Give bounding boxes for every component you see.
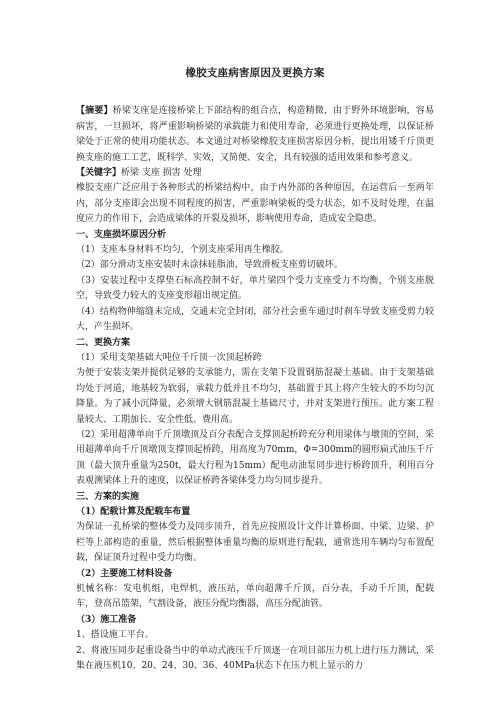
section2-paragraph-2: （2）采用超薄单向千斤顶墩顶及百分表配合支撑顶起桥跨充分利用梁体与墩顶的空间，采用超薄单向千斤顶墩顶支撑顶起桥跨，用高度为70mm，Φ=300mm的圆形扁式油压千斤顶（最大顶升重量为250t，最大行程为15mm）配电动油泵同步进行桥跨顶升，利用百分表观测梁体上升的速度，以保证桥跨各梁体受力均匀同步提升。 [76,429,434,487]
section3-subheading-3: （3）施工准备 [76,614,137,625]
keywords-label: 【关键字】 [76,168,122,179]
section3-step-2: 2、将液压同步起重设备当中的单动式液压千斤顶逐一在项目部压力机上进行压力测试，采集在液压机10、20、24、30、36、40MPa状态下在压力机上显示的力 [76,645,434,672]
section1-item: （4）结构物伸缩缝未完成，交通未完全封闭，部分社会重车通过时刹车导致支座受剪力较大，产生损坏。 [76,306,434,333]
section1-heading: 一、支座损坏原因分析 [76,229,167,240]
section1-item: （2）部分滑动支座安装时未涂抹硅脂油，导致滑板支座剪切破坏。 [76,260,343,271]
section3-subheading-1: （1）配载计算及配载车布置 [76,506,191,517]
section2-paragraph-1: 为便于安装支架并提供足够的支承能力，需在支架下设置钢筋混凝土基础。由于支架基础均处于河道，地基较为软弱，承载力低并且不均匀，基础置于其上将产生较大的不均匀沉降量。为了减小沉降量，必须增大钢筋混凝土基础尺寸，并对支架进行预压。此方案工程量较大、工期加长、安全性低、费用高。 [76,368,434,425]
section2-heading: 二、更换方案 [76,337,131,348]
abstract-text: 桥梁支座是连接桥梁上下部结构的组合点，构造精微，由于野外环境影响，容易病害，一旦损坏，将严重影响桥梁的承载能力和使用寿命，必须进行更换处理，以保证桥梁处于正常的使用功能状态。本文通过对桥梁橡胶支座损害原因分析，提出用矮千斤顶更换支座的施工工艺，既科学、实效，又简便、安全，具有较强的适用效果和参考意义。 [76,106,434,163]
section2-subheading-1: （1）采用支架基础大吨位千斤顶一次顶起桥跨 [76,352,262,363]
section3-paragraph-2: 机械名称：发电机组，电焊机，液压站，单向超薄千斤顶，百分表，手动千斤顶，配载车，登高吊篮架，气割设备，液压分配均衡器，高压分配油管。 [76,584,434,610]
section1-item: （1）支座本身材料不均匀，个别支座采用再生橡胶。 [76,245,289,256]
abstract-label: 【摘要】 [76,106,113,117]
section3-subheading-2: （2）主要施工材料设备 [76,568,173,579]
keywords-paragraph [76,166,434,181]
section3-step-1: 1、搭设施工平台。 [76,630,154,641]
page-title: 橡胶支座病害原因及更换方案 [185,67,325,79]
section1-item: （3）安装过程中支撑垫石标高控制不好，单片梁四个受力支座受力不均衡，个别支座脱空，导致受力较大的支座变形超出规定值。 [76,275,434,302]
abstract-paragraph [76,104,434,166]
section3-paragraph-1: 为保证一孔桥梁的整体受力及同步顶升，首先应按照设计文件计算桥面、中梁、边梁、护栏等上部构造的重量，然后根据整体重量均衡的原则进行配载，通常选用车辆均匀布置配载，保证顶升过程中受力均衡。 [76,522,434,564]
section3-heading: 三、方案的实施 [76,491,140,502]
intro-paragraph: 橡胶支座广泛应用于各种形式的桥梁结构中，由于内外部的各种原因，在运营后一至两年内，部分支座即会出现不同程度的损害，严重影响梁板的受力状态，如不及时处理，在温度应力的作用下，会造成梁体的开裂及损坏，影响使用寿命，造成安全隐患。 [76,183,434,225]
keywords-text: 桥梁 支座 损害 处理 [121,168,202,179]
